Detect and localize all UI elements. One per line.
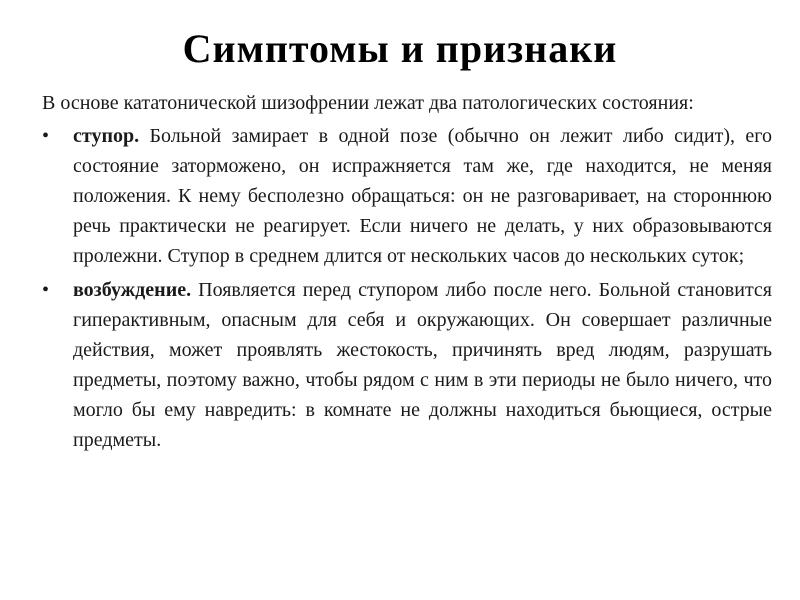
bullet-icon: • [42, 279, 50, 301]
term-excitement: возбуждение. [73, 279, 192, 301]
description-stupor: Больной замирает в одной позе (обычно он лежит либо сидит), его состояние заторможено, он испражняется там же, где находится, не меняя положения. К нему бесполезно обращаться: он не разговаривает, на стороннюю речь практически не реагирует. Если ничего не делать, у них образовываются пролежни. Ступор в среднем длится от нескольких часов до нескольких суток; [73, 125, 772, 267]
bullet-icon: • [42, 125, 50, 147]
slide-body [42, 88, 772, 455]
slide-title: Симптомы и признаки [182, 26, 618, 71]
symptom-list [42, 121, 772, 455]
list-item-stupor [42, 121, 772, 271]
description-excitement: Появляется перед ступором либо после него. Больной становится гиперактивным, опасным для себя и окружающих. Он совершает различные действия, может проявлять жестокость, причинять вред людям, разрушать предметы, поэтому важно, чтобы рядом с ним в эти периоды не было ничего, что могло бы ему навредить: в комнате не должны находиться бьющиеся, острые предметы. [73, 279, 772, 451]
intro-paragraph: В основе кататонической шизофрении лежат два патологических состояния: [42, 92, 694, 114]
list-item-excitement [42, 275, 772, 455]
term-stupor: ступор. [73, 125, 140, 147]
